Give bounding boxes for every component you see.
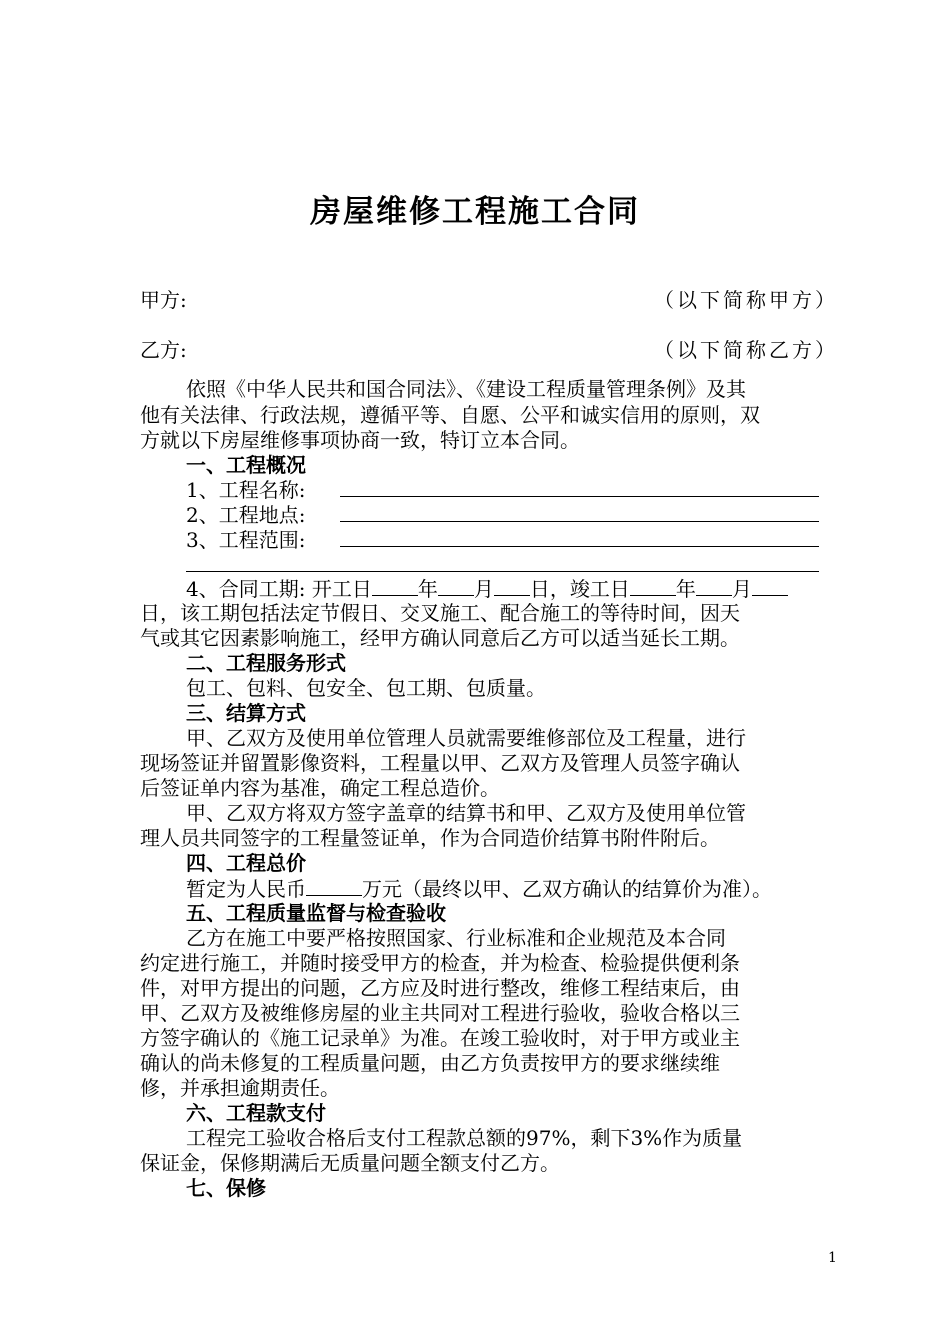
project-location-label: 2、工程地点:	[186, 503, 306, 527]
quality-line-5: 方签字确认的《施工记录单》为准。在竣工验收时，对于甲方或业主	[140, 1026, 740, 1050]
project-scope-blank-2	[186, 571, 819, 572]
period-line-2: 气或其它因素影响施工，经甲方确认同意后乙方可以适当延长工期。	[140, 626, 740, 650]
end-date-label: 日，竣工日	[529, 577, 630, 601]
total-price-blank	[306, 876, 362, 896]
settlement-p2-line-2: 理人员共同签字的工程量签证单，作为合同造价结算书附件附后。	[140, 826, 720, 850]
intro-line-2: 他有关法律、行政法规，遵循平等、自愿、公平和诚实信用的原则，双	[140, 403, 760, 427]
intro-line-1: 依照《中华人民共和国合同法》、《建设工程质量管理条例》及其	[186, 377, 746, 401]
settlement-p1-line-3: 后签证单内容为基准，确定工程总造价。	[140, 776, 500, 800]
payment-line-1: 工程完工验收合格后支付工程款总额的97%，剩下3%作为质量	[186, 1126, 743, 1150]
section-4-heading: 四、工程总价	[186, 851, 306, 875]
party-b-note: （以下简称乙方）	[654, 338, 838, 362]
project-scope-blank	[340, 546, 819, 547]
page-title: 房屋维修工程施工合同	[310, 194, 640, 230]
project-location-blank	[340, 521, 819, 522]
project-location-row	[186, 503, 886, 528]
settlement-p2-line-1: 甲、乙双方将双方签字盖章的结算书和甲、乙双方及使用单位管	[186, 801, 746, 825]
quality-line-7: 修，并承担逾期责任。	[140, 1076, 340, 1100]
start-year-blank	[372, 576, 418, 596]
year-label-2: 年	[675, 577, 696, 601]
section-5-heading: 五、工程质量监督与检查验收	[186, 901, 446, 925]
total-price-label: 暂定为人民币	[186, 877, 306, 901]
party-b-label: 乙方:	[140, 338, 187, 362]
quality-line-6: 确认的尚未修复的工程质量问题，由乙方负责按甲方的要求继续维	[140, 1051, 720, 1075]
start-month-blank	[438, 576, 474, 596]
start-day-blank	[494, 576, 530, 596]
project-name-label: 1、工程名称:	[186, 478, 306, 502]
party-a-line	[140, 288, 838, 313]
end-day-blank	[752, 576, 788, 596]
project-scope-row	[186, 528, 886, 553]
quality-line-3: 件，对甲方提出的问题，乙方应及时进行整改，维修工程结束后，由	[140, 976, 740, 1000]
party-a-note: （以下简称甲方）	[654, 288, 838, 312]
quality-line-4: 甲、乙双方及被维修房屋的业主共同对工程进行验收，验收合格以三	[140, 1001, 740, 1025]
year-label: 年	[417, 577, 438, 601]
party-a-label: 甲方:	[140, 288, 187, 312]
project-name-row	[186, 478, 886, 503]
section-6-heading: 六、工程款支付	[186, 1101, 326, 1125]
section-7-heading: 七、保修	[186, 1176, 266, 1200]
section-1-heading: 一、工程概况	[186, 453, 306, 477]
end-month-blank	[696, 576, 732, 596]
section-2-heading: 二、工程服务形式	[186, 651, 346, 675]
month-label-2: 月	[731, 577, 752, 601]
page-number: 1	[828, 1250, 837, 1266]
project-scope-label: 3、工程范围:	[186, 528, 306, 552]
month-label: 月	[473, 577, 494, 601]
intro-line-3: 方就以下房屋维修事项协商一致，特订立本合同。	[140, 428, 580, 452]
quality-line-2: 约定进行施工，并随时接受甲方的检查，并为检查、检验提供便利条	[140, 951, 740, 975]
settlement-p1-line-2: 现场签证并留置影像资料，工程量以甲、乙双方及管理人员签字确认	[140, 751, 740, 775]
quality-line-1: 乙方在施工中要严格按照国家、行业标准和企业规范及本合同	[186, 926, 726, 950]
end-year-blank	[630, 576, 676, 596]
section-2-text: 包工、包料、包安全、包工期、包质量。	[186, 676, 546, 700]
contract-period-row	[186, 576, 886, 602]
contract-period-label: 4、合同工期: 开工日	[186, 577, 372, 601]
period-line-1: 日，该工期包括法定节假日、交叉施工、配合施工的等待时间，因天	[140, 601, 740, 625]
project-name-blank	[340, 496, 819, 497]
settlement-p1-line-1: 甲、乙双方及使用单位管理人员就需要维修部位及工程量，进行	[186, 726, 746, 750]
total-price-row	[186, 876, 886, 902]
total-price-suffix: 万元（最终以甲、乙双方确认的结算价为准）。	[362, 877, 772, 901]
party-b-line	[140, 338, 838, 363]
payment-line-2: 保证金，保修期满后无质量问题全额支付乙方。	[140, 1151, 560, 1175]
section-3-heading: 三、结算方式	[186, 701, 306, 725]
